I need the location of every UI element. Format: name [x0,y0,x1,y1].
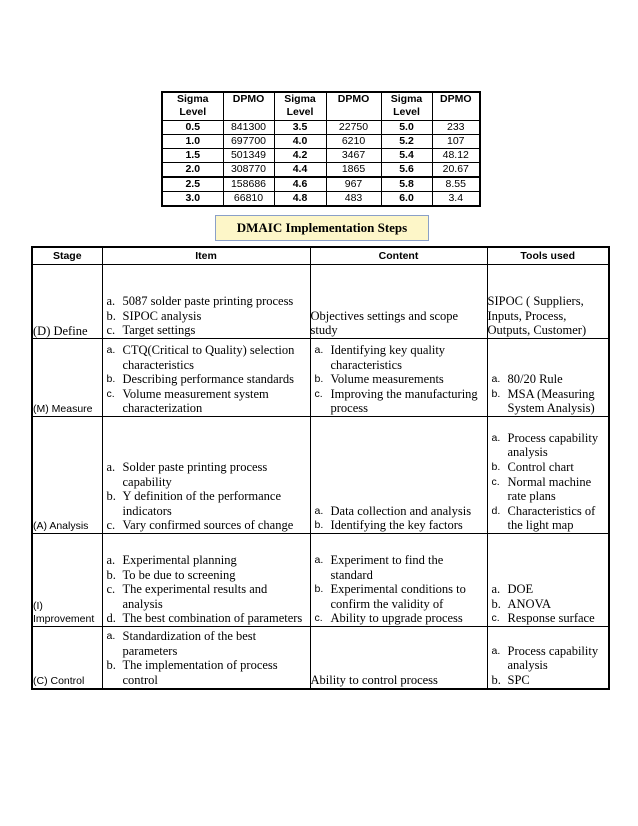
list-item [103,309,310,324]
content-cell [310,534,487,627]
list-marker: a. [491,373,501,386]
list-item-text: MSA (Measuring System Analysis) [507,386,595,416]
list-item [488,475,609,504]
list-item [103,553,310,568]
list-item [488,644,609,673]
content-list [311,553,487,626]
list-item-text: SIPOC analysis [122,308,202,323]
list-marker: b. [106,567,116,582]
list-item-text: CTQ(Critical to Quality) selection characteristics [122,343,295,372]
dpmo-cell: 483 [326,192,381,207]
list-marker: b. [491,672,501,687]
table-row-measure [32,339,609,417]
list-marker: b. [491,461,501,474]
tools-list [488,431,609,533]
dpmo-cell: 20.67 [432,163,480,178]
list-marker: a. [106,460,116,475]
sigma-level-cell: 1.0 [162,135,223,149]
table-row [162,177,480,192]
content-text: Ability to control process [310,672,438,687]
stage-cell: (C) Control [32,627,102,689]
sigma-level-cell: 2.0 [162,163,223,178]
content-list [311,504,487,533]
list-item-text: The best combination of parameters [122,611,303,626]
dmaic-steps-table [31,246,610,690]
dpmo-cell: 48.12 [432,149,480,163]
list-item [488,460,609,475]
list-item-text: Experimental planning [122,553,237,568]
list-item-text: Improving the manufacturing process [330,386,478,416]
sigma-level-cell: 4.2 [274,149,326,163]
sigma-header-row [162,92,480,121]
dpmo-cell: 697700 [223,135,274,149]
content-cell [310,627,487,689]
sigma-level-cell: 6.0 [381,192,432,207]
tools-cell [487,534,609,627]
sigma-level-cell: 2.5 [162,177,223,192]
sigma-level-cell: 5.0 [381,121,432,135]
list-item-text: Describing performance standards [122,372,294,387]
content-cell [310,265,487,339]
sigma-level-cell: 5.4 [381,149,432,163]
dpmo-cell: 1865 [326,163,381,178]
sigma-level-cell: 5.2 [381,135,432,149]
list-item [488,372,609,387]
item-cell [102,627,310,689]
list-marker: a. [491,431,501,444]
list-marker: a. [314,504,324,517]
list-item-text: Characteristics of the light map [507,503,596,533]
list-item-text: Standardization of the best parameters [122,629,257,658]
list-marker: c. [106,582,116,597]
table-row-define [32,265,609,339]
list-marker: b. [106,489,116,504]
list-item-text: Process capability analysis [507,430,599,460]
item-cell [102,417,310,534]
list-marker: b. [491,387,501,400]
list-item [488,582,609,597]
sigma-level-cell: 4.6 [274,177,326,192]
list-marker: c. [491,612,500,625]
column-header-content: Content [310,247,487,265]
table-row [162,192,480,207]
list-item-text: SPC [507,672,530,687]
list-item [103,629,310,658]
list-marker: b. [106,373,116,386]
dpmo-cell: 158686 [223,177,274,192]
stage-cell: (I) Improvement [32,534,102,627]
dpmo-cell: 3.4 [432,192,480,207]
tools-list [488,582,609,626]
list-item [311,343,487,372]
sigma-level-cell: 0.5 [162,121,223,135]
list-marker: a. [314,344,324,357]
list-item [488,673,609,688]
list-item-text: Identifying the key factors [330,518,463,533]
item-cell [102,534,310,627]
sigma-header-cell: DPMO [223,92,274,121]
sigma-header-cell: DPMO [326,92,381,121]
list-item-text: The experimental results and analysis [122,582,268,611]
tools-cell [487,339,609,417]
list-marker: a. [491,644,501,657]
list-item [311,582,487,611]
sigma-level-cell: 5.6 [381,163,432,178]
stage-cell: (M) Measure [32,339,102,417]
list-item-text: Experiment to find the standard [330,553,444,582]
list-item [103,343,310,372]
dpmo-cell: 3467 [326,149,381,163]
table-row [162,121,480,135]
tools-cell [487,265,609,339]
tools-list [488,644,609,688]
list-item-text: Ability to upgrade process [330,611,463,626]
sigma-header-cell: Sigma Level [162,92,223,121]
list-marker: c. [314,612,323,625]
list-item [103,323,310,338]
list-item [103,611,310,626]
content-cell [310,339,487,417]
list-item-text: Target settings [122,323,196,338]
list-item [103,489,310,518]
sigma-level-cell: 1.5 [162,149,223,163]
list-item-text: Solder paste printing process capability [122,460,268,489]
list-item-text: Experimental conditions to confirm the validity of [330,582,466,611]
sigma-dpmo-table [161,91,481,207]
list-item-text: Data collection and analysis [330,503,472,518]
sigma-level-cell: 4.0 [274,135,326,149]
list-item [488,387,609,416]
list-item [488,597,609,612]
list-item [103,372,310,387]
tools-text: SIPOC ( Suppliers, Inputs, Process, Outputs, Customer) [487,294,587,338]
column-header-tools: Tools used [487,247,609,265]
sigma-level-cell: 3.0 [162,192,223,207]
list-item [103,387,310,416]
dpmo-cell: 233 [432,121,480,135]
list-item-text: Volume measurements [330,372,444,387]
list-item-text: Control chart [507,460,574,475]
item-list [103,460,310,533]
stage-cell: (A) Analysis [32,417,102,534]
list-item [103,294,310,309]
sigma-level-cell: 4.8 [274,192,326,207]
table-row [162,149,480,163]
list-item [488,431,609,460]
list-item-text: The implementation of process control [122,658,278,687]
table-row-control [32,627,609,689]
list-marker: c. [314,387,323,400]
list-marker: d. [106,611,116,626]
table-row [162,135,480,149]
item-list [103,629,310,687]
list-item [311,504,487,519]
list-item-text: Vary confirmed sources of change [122,518,294,533]
table-row-improvement [32,534,609,627]
content-cell [310,417,487,534]
list-marker: c. [106,323,116,338]
list-marker: c. [491,475,500,488]
sigma-level-cell: 5.8 [381,177,432,192]
list-item [311,553,487,582]
list-item-text: 5087 solder paste printing process [122,294,294,309]
content-list [311,343,487,416]
stage-cell: (D) Define [32,265,102,339]
list-item-text: To be due to screening [122,567,236,582]
list-item [311,372,487,387]
list-marker: b. [491,596,501,611]
sigma-header-cell: Sigma Level [381,92,432,121]
list-item-text: Identifying key quality characteristics [330,343,446,372]
list-marker: a. [106,630,116,643]
list-item [103,658,310,687]
list-marker: b. [314,583,324,596]
list-marker: a. [106,294,116,309]
item-list [103,294,310,338]
list-item [311,518,487,533]
list-item-text: DOE [507,582,534,597]
item-list [103,343,310,416]
list-item-text: Response surface [507,611,595,626]
column-header-stage: Stage [32,247,102,265]
item-cell [102,339,310,417]
list-marker: b. [314,373,324,386]
list-item [488,504,609,533]
tools-cell [487,417,609,534]
dpmo-cell: 8.55 [432,177,480,192]
list-item [488,611,609,626]
tools-cell [487,627,609,689]
sigma-level-cell: 4.4 [274,163,326,178]
list-item [103,568,310,583]
sigma-header-cell: DPMO [432,92,480,121]
dpmo-cell: 308770 [223,163,274,178]
list-item [103,582,310,611]
list-marker: a. [314,554,324,567]
table-row-analysis [32,417,609,534]
list-item-text: Process capability analysis [507,643,599,673]
list-item [103,460,310,489]
sigma-level-cell: 3.5 [274,121,326,135]
dpmo-cell: 66810 [223,192,274,207]
dpmo-cell: 841300 [223,121,274,135]
dpmo-cell: 6210 [326,135,381,149]
sigma-header-cell: Sigma Level [274,92,326,121]
list-marker: c. [106,387,115,400]
list-item-text: Normal machine rate plans [507,474,592,504]
dpmo-cell: 501349 [223,149,274,163]
content-text: Objectives settings and scope study [310,308,459,338]
column-header-item: Item [102,247,310,265]
dpmo-cell: 967 [326,177,381,192]
list-item [103,518,310,533]
list-marker: b. [106,658,116,673]
dpmo-cell: 107 [432,135,480,149]
item-cell [102,265,310,339]
list-item-text: ANOVA [507,596,552,611]
section-title: DMAIC Implementation Steps [215,215,429,241]
table-row [162,163,480,178]
list-marker: b. [106,308,116,323]
list-marker: d. [491,504,501,517]
list-item [311,611,487,626]
list-marker: c. [106,518,116,533]
list-marker: a. [106,553,116,568]
list-marker: a. [491,582,501,597]
list-item-text: 80/20 Rule [507,372,563,387]
list-item [311,387,487,416]
tools-list [488,372,609,416]
list-marker: b. [314,519,324,532]
dmaic-header-row [32,247,609,265]
list-marker: a. [106,344,116,357]
list-item-text: Volume measurement system characterization [122,386,269,416]
dpmo-cell: 22750 [326,121,381,135]
list-item-text: Y definition of the performance indicators [122,489,282,518]
item-list [103,553,310,626]
